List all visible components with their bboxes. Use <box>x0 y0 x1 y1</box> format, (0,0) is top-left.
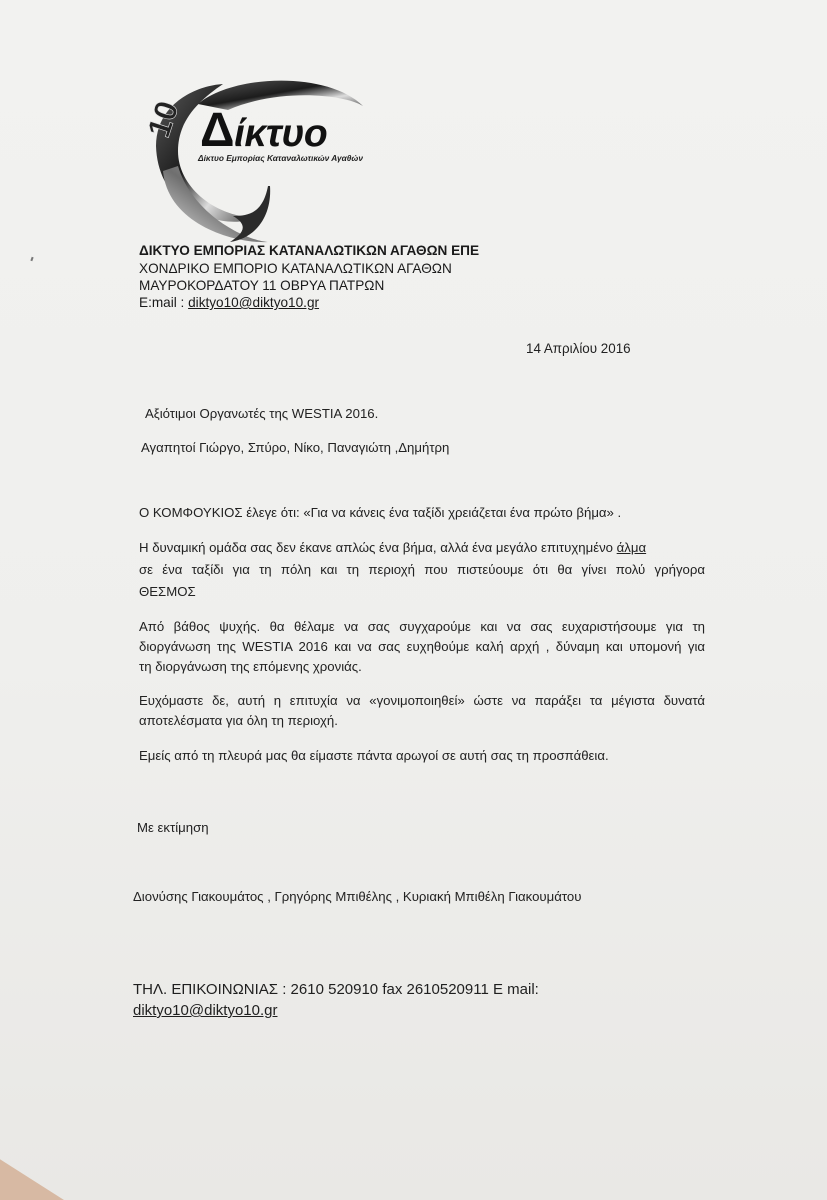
company-email-link[interactable]: diktyo10@diktyo10.gr <box>188 295 320 310</box>
confucius-quote: Ο ΚΟΜΦΟΥΚΙΟΣ έλεγε ότι: «Για να κάνεις ένα ταξίδι χρειάζεται ένα πρώτο βήμα» . <box>139 505 622 520</box>
paragraph1-text: Η δυναμική ομάδα σας δεν έκανε απλώς ένα βήμα, αλλά ένα μεγάλο επιτυχημένο <box>139 540 617 555</box>
logo-tagline: Δίκτυο Εμπορίας Καταναλωτικών Αγαθών <box>198 153 363 163</box>
footer-email-link[interactable]: diktyo10@diktyo10.gr <box>133 1002 278 1019</box>
paragraph2-line2: διοργάνωση της WESTIA 2016 και να σας ευχηθούμε καλή αρχή , δύναμη και υπομονή για <box>139 639 705 654</box>
alma-underlined: άλμα <box>616 540 647 555</box>
paragraph2-line1: Από βάθος ψυχής. θα θέλαμε να σας συγχαρούμε και να σας ευχαριστήσουμε για τη <box>139 619 705 634</box>
company-subtitle: ΧΟΝΔΡΙΚΟ ΕΜΠΟΡΙΟ ΚΑΤΑΝΑΛΩΤΙΚΩΝ ΑΓΑΘΩΝ <box>139 261 452 276</box>
footer-contact: ΤΗΛ. ΕΠΙΚΟΙΝΩΝΙΑΣ : 2610 520910 fax 2610520911 E mail: <box>133 981 539 998</box>
closing: Με εκτίμηση <box>137 820 209 835</box>
paragraph1-line2: σε ένα ταξίδι για τη πόλη και τη περιοχή που πιστεύουμε ότι θα γίνει πολύ γρήγορα <box>139 562 705 577</box>
paragraph1-line1 <box>139 539 646 557</box>
paragraph3-line2: αποτελέσματα για όλη τη περιοχή. <box>139 713 338 728</box>
company-email-line <box>139 294 319 312</box>
paragraph1-line3: ΘΕΣΜΟΣ <box>139 584 196 599</box>
logo-number: 10 <box>140 96 186 142</box>
paragraph3-line1: Ευχόμαστε δε, αυτή η επιτυχία να «γονιμοποιηθεί» ώστε να παράξει τα μέγιστα δυνατά <box>139 693 705 708</box>
signatories: Διονύσης Γιακουμάτος , Γρηγόρης Μπιθέλης , Κυριακή Μπιθέλη Γιακουμάτου <box>133 889 582 904</box>
letter-date: 14 Απριλίου 2016 <box>526 341 631 356</box>
email-label: E:mail : <box>139 295 189 310</box>
company-address: ΜΑΥΡΟΚΟΡΔΑΤΟΥ 11 ΟΒΡΥΑ ΠΑΤΡΩΝ <box>139 278 385 293</box>
paragraph4: Εμείς από τη πλευρά μας θα είμαστε πάντα αρωγοί σε αυτή σας τη προσπάθεια. <box>139 748 609 763</box>
logo-wordmark: Δίκτυο <box>200 104 328 157</box>
paragraph2-line3: τη διοργάνωση της επόμενης χρονιάς. <box>139 659 362 674</box>
salutation: Αξιότιμοι Οργανωτές της WESTIA 2016. <box>145 406 379 421</box>
addressees: Αγαπητοί Γιώργο, Σπύρο, Νίκο, Παναγιώτη ,Δημήτρη <box>141 440 450 455</box>
company-name: ΔΙΚΤΥΟ ΕΜΠΟΡΙΑΣ ΚΑΤΑΝΑΛΩΤΙΚΩΝ ΑΓΑΘΩΝ ΕΠΕ <box>139 243 480 258</box>
